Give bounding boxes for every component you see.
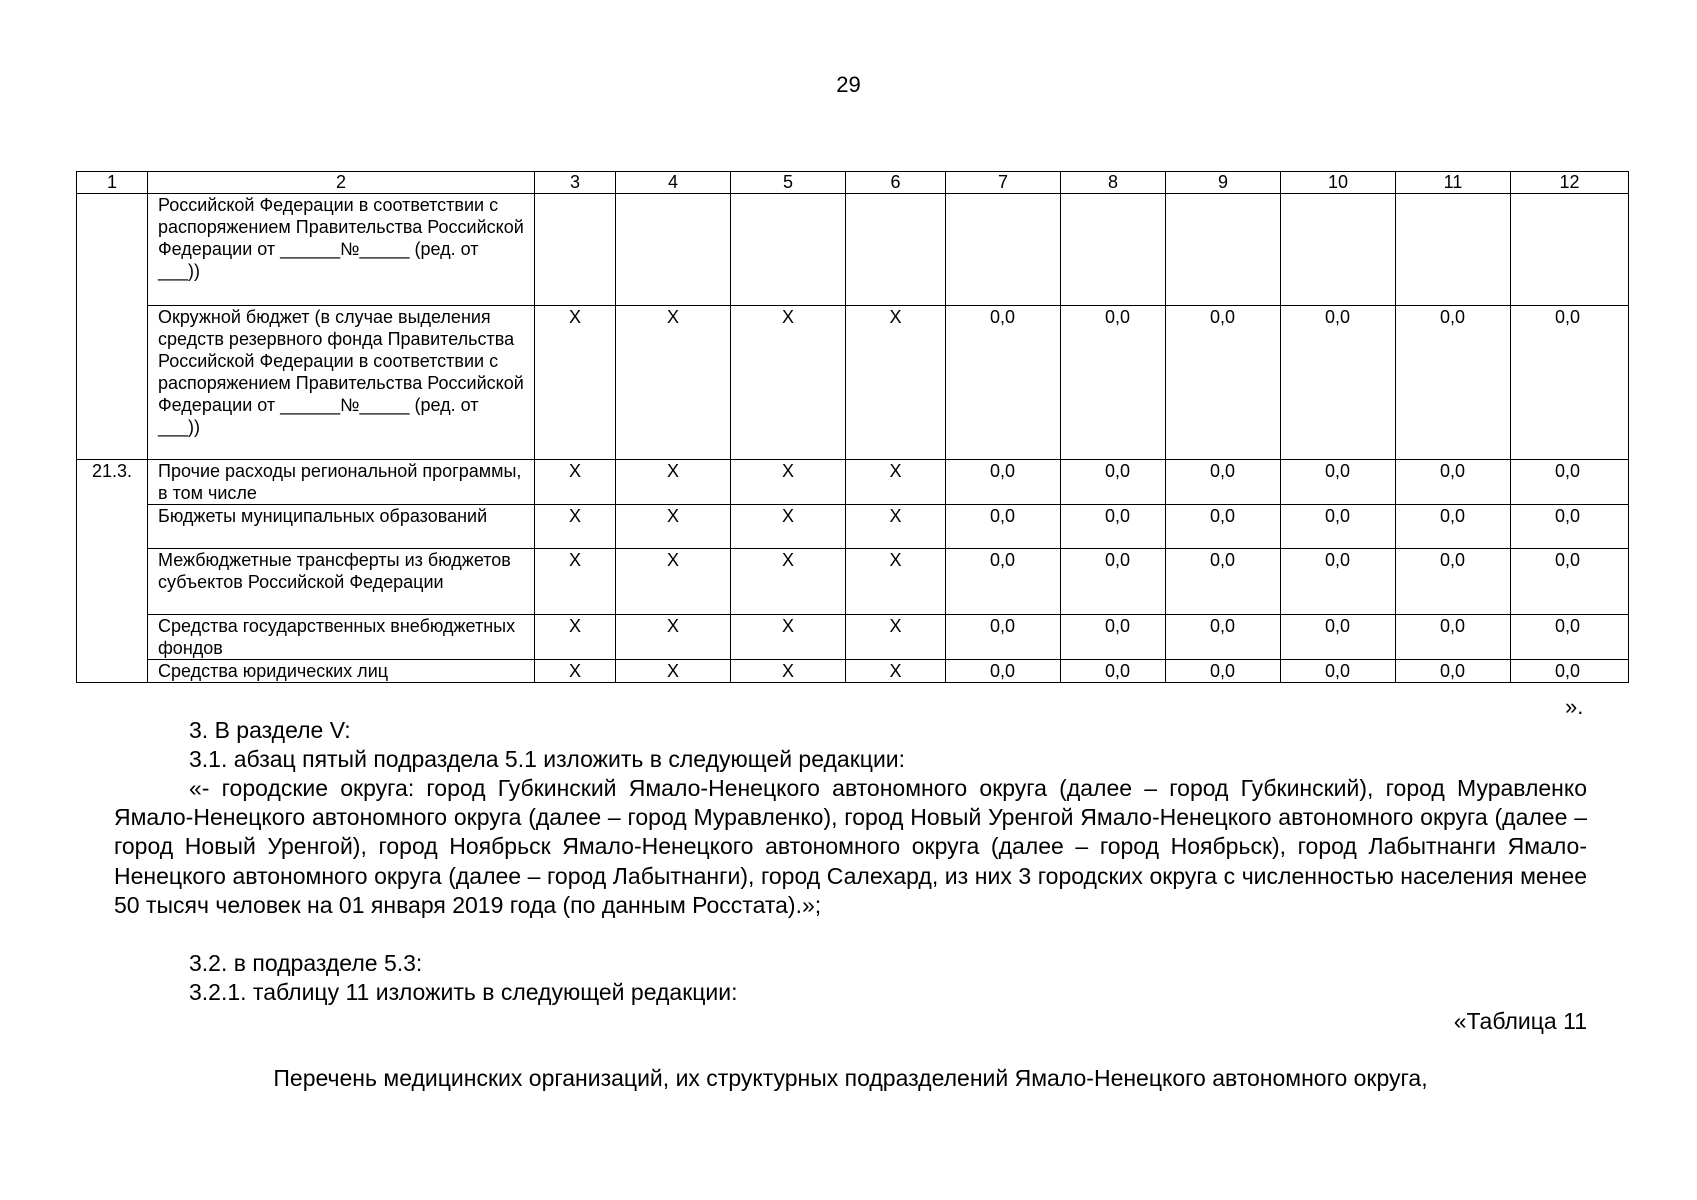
value-cell: 0,0	[1061, 505, 1166, 549]
value-cell: 0,0	[1061, 306, 1166, 460]
value-cell	[1511, 194, 1629, 306]
value-cell: X	[731, 549, 846, 615]
value-cell: 0,0	[946, 460, 1061, 505]
table-title: Перечень медицинских организаций, их структурных подразделений Ямало-Ненецкого автономного округа,	[273, 1065, 1428, 1091]
value-cell: 0,0	[946, 505, 1061, 549]
value-cell: 0,0	[946, 660, 1061, 683]
value-cell: 0,0	[1511, 549, 1629, 615]
value-cell: 0,0	[1511, 660, 1629, 683]
value-cell: 0,0	[1396, 615, 1511, 660]
value-cell: 0,0	[1281, 549, 1396, 615]
paragraph-urban-districts: «- городские округа: город Губкинский Ямало-Ненецкого автономного округа (далее – город Губкинский), город Муравленко Ямало-Ненецкого автономного округа (далее – город Муравленко), город Новый Уренгой Ямало-Ненецкого автономного округа (далее – город Новый Уренгой), город Ноябрьск Ямало-Ненецкого автономного округа (далее – город Ноябрьск), город Лабытнанги Ямало-Ненецкого автономного округа (далее – город Лабытнанги), город Салехард, из них 3 городских округа с численностью населения менее 50 тысяч человек на 01 января 2019 года (по данным Росстата).»;	[114, 775, 1587, 918]
value-cell: X	[846, 660, 946, 683]
header-cell: 12	[1511, 172, 1629, 194]
header-cell: 11	[1396, 172, 1511, 194]
table-label: «Таблица 11	[1453, 1008, 1587, 1034]
value-cell: X	[846, 306, 946, 460]
header-cell: 1	[77, 172, 148, 194]
value-cell: 0,0	[1061, 549, 1166, 615]
header-cell: 7	[946, 172, 1061, 194]
row-name-cell: Средства государственных внебюджетных фондов	[148, 615, 535, 660]
value-cell: X	[731, 460, 846, 505]
value-cell: 0,0	[1061, 660, 1166, 683]
value-cell: 0,0	[1396, 505, 1511, 549]
value-cell: 0,0	[1166, 306, 1281, 460]
paragraph-3-2-1: 3.2.1. таблицу 11 изложить в следующей редакции:	[189, 979, 738, 1005]
value-cell: X	[846, 549, 946, 615]
value-cell: 0,0	[1396, 306, 1511, 460]
value-cell: 0,0	[1061, 460, 1166, 505]
header-cell: 4	[616, 172, 731, 194]
page-number: 29	[836, 72, 861, 97]
table-row	[77, 660, 1629, 683]
value-cell: 0,0	[1511, 505, 1629, 549]
value-cell: X	[535, 549, 616, 615]
budget-table	[76, 171, 1629, 683]
value-cell: X	[846, 505, 946, 549]
value-cell: X	[535, 505, 616, 549]
row-name-cell: Бюджеты муниципальных образований	[148, 505, 535, 549]
value-cell: X	[535, 660, 616, 683]
paragraph-3-1: 3.1. абзац пятый подраздела 5.1 изложить в следующей редакции:	[189, 746, 906, 772]
value-cell: 0,0	[1166, 505, 1281, 549]
value-cell	[535, 194, 616, 306]
row-number-cell: 21.3.	[77, 460, 148, 683]
header-cell: 3	[535, 172, 616, 194]
row-number-cell	[77, 194, 148, 460]
value-cell: X	[846, 615, 946, 660]
value-cell: 0,0	[1281, 306, 1396, 460]
value-cell: 0,0	[1396, 660, 1511, 683]
value-cell: X	[731, 505, 846, 549]
value-cell: 0,0	[1511, 615, 1629, 660]
value-cell: X	[535, 615, 616, 660]
row-name-cell: Российской Федерации в соответствии с распоряжением Правительства Российской Федерации от ______№_____ (ред. от ___))	[148, 194, 535, 306]
value-cell: X	[616, 615, 731, 660]
table-row	[77, 549, 1629, 615]
value-cell: X	[731, 660, 846, 683]
value-cell: X	[731, 615, 846, 660]
value-cell: 0,0	[1166, 615, 1281, 660]
value-cell	[731, 194, 846, 306]
value-cell: 0,0	[1166, 460, 1281, 505]
value-cell: 0,0	[1281, 460, 1396, 505]
closing-quote: ».	[1565, 694, 1584, 719]
table-row	[77, 460, 1629, 505]
value-cell	[616, 194, 731, 306]
value-cell: 0,0	[1281, 505, 1396, 549]
table-row	[77, 615, 1629, 660]
value-cell	[846, 194, 946, 306]
row-name-cell: Окружной бюджет (в случае выделения средств резервного фонда Правительства Российской Федерации в соответствии с распоряжением Правительства Российской Федерации от ______№_____ (ред. от ___))	[148, 306, 535, 460]
value-cell	[1396, 194, 1511, 306]
header-cell: 8	[1061, 172, 1166, 194]
value-cell: 0,0	[1396, 460, 1511, 505]
header-cell: 9	[1166, 172, 1281, 194]
paragraph-3-2: 3.2. в подразделе 5.3:	[189, 950, 423, 976]
header-cell: 10	[1281, 172, 1396, 194]
value-cell	[1061, 194, 1166, 306]
value-cell: 0,0	[946, 615, 1061, 660]
paragraph-section-v: 3. В разделе V:	[189, 717, 351, 743]
row-name-cell: Средства юридических лиц	[148, 660, 535, 683]
value-cell: 0,0	[1511, 306, 1629, 460]
value-cell	[1166, 194, 1281, 306]
value-cell: X	[616, 549, 731, 615]
value-cell: X	[616, 306, 731, 460]
value-cell: 0,0	[1396, 549, 1511, 615]
value-cell: 0,0	[1511, 460, 1629, 505]
table-header-row	[77, 172, 1629, 194]
value-cell: 0,0	[1166, 660, 1281, 683]
row-name-cell: Прочие расходы региональной программы, в том числе	[148, 460, 535, 505]
value-cell: X	[616, 660, 731, 683]
value-cell: 0,0	[1061, 615, 1166, 660]
value-cell: X	[616, 505, 731, 549]
row-name-cell: Межбюджетные трансферты из бюджетов субъектов Российской Федерации	[148, 549, 535, 615]
value-cell	[946, 194, 1061, 306]
header-cell: 6	[846, 172, 946, 194]
value-cell: X	[731, 306, 846, 460]
header-cell: 2	[148, 172, 535, 194]
value-cell: 0,0	[946, 549, 1061, 615]
value-cell: X	[846, 460, 946, 505]
table-row	[77, 306, 1629, 460]
value-cell: X	[535, 460, 616, 505]
header-cell: 5	[731, 172, 846, 194]
value-cell	[1281, 194, 1396, 306]
table-row	[77, 194, 1629, 306]
value-cell: X	[535, 306, 616, 460]
value-cell: 0,0	[946, 306, 1061, 460]
value-cell: X	[616, 460, 731, 505]
value-cell: 0,0	[1281, 615, 1396, 660]
table-row	[77, 505, 1629, 549]
value-cell: 0,0	[1281, 660, 1396, 683]
value-cell: 0,0	[1166, 549, 1281, 615]
